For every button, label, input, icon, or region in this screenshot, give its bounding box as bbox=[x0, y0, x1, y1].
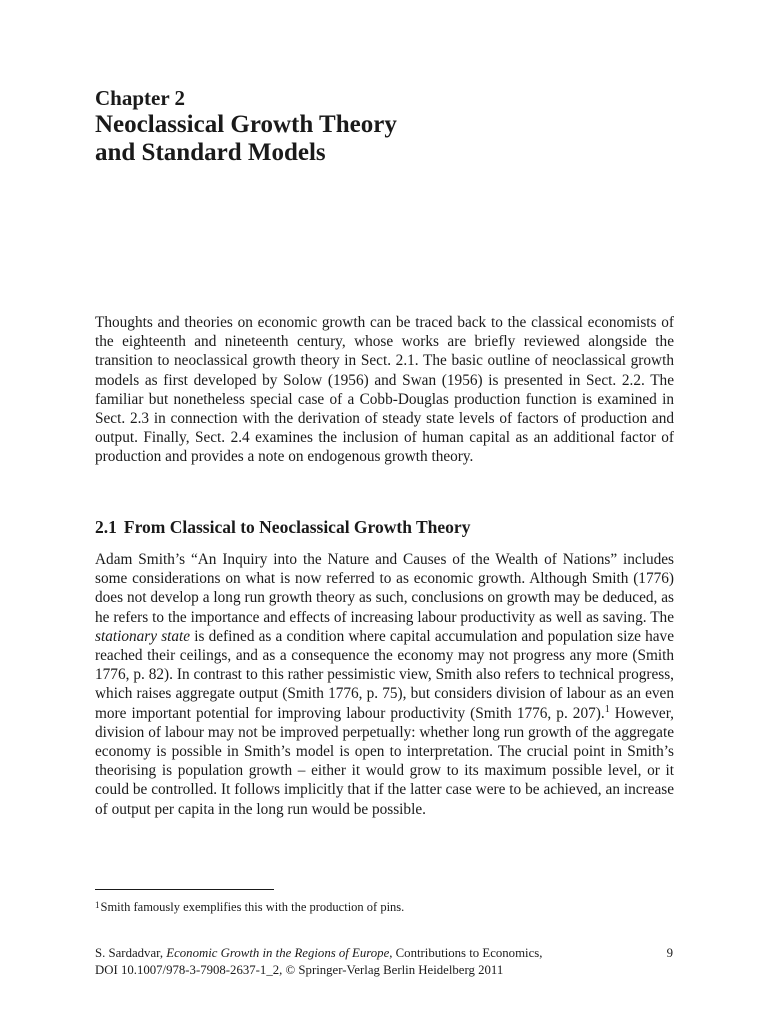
citation-line bbox=[95, 945, 674, 962]
body-text-part-2: is defined as a condition where capital accumulation and population size have reached their ceilings, and as a consequence the economy may not progress any more (Smith 1776, p. 82). In contrast to this rather pessimistic view, Smith also refers to technical progress, which raises aggregate output (Smith 1776, p. 75), but considers division of labour as an even more important potential for improving labour productivity (Smith 1776, p. 207). bbox=[95, 627, 674, 722]
body-text-part-1: Adam Smith’s “An Inquiry into the Nature and Causes of the Wealth of Nations” includes some considerations on what is now referred to as economic growth. Although Smith (1776) does not develop a long run growth theory as such, conclusions on growth may be deduced, as he refers to the importance and effects of increasing labour productivity as well as saving. The bbox=[95, 551, 674, 626]
page-footer bbox=[95, 945, 674, 979]
chapter-abstract: Thoughts and theories on economic growth can be traced back to the classical economists of the eighteenth and nineteenth century, whose works are briefly reviewed alongside the transition to neoclassical growth theory in Sect. 2.1. The basic outline of neoclassical growth models as first developed by Solow (1956) and Swan (1956) is presented in Sect. 2.2. The familiar but nonetheless special case of a Cobb-Douglas production function is examined in Sect. 2.3 in connection with the derivation of steady state levels of factors of production and output. Finally, Sect. 2.4 examines the inclusion of human capital as an additional factor of production and provides a note on endogenous growth theory. bbox=[95, 314, 674, 466]
footnote-reference[interactable]: 1 bbox=[604, 703, 610, 715]
chapter-label: Chapter 2 bbox=[95, 86, 186, 110]
page-number: 9 bbox=[666, 946, 673, 960]
section-number: 2.1 bbox=[95, 517, 117, 537]
section-body-paragraph bbox=[95, 550, 674, 819]
footnote bbox=[95, 899, 674, 915]
footnote-text: Smith famously exemplifies this with the production of pins. bbox=[100, 900, 405, 914]
body-text-part-3: However, division of labour may not be improved perpetually: whether long run growth of the aggregate economy is possible in Smith’s model is open to interpretation. The crucial point in Smith’s theorising is population growth – either it would grow to its maximum possible level, or it could be controlled. It follows implicitly that if the latter case were to be achieved, an increase of output per capita in the long run would be possible. bbox=[95, 704, 675, 818]
italic-term: stationary state bbox=[95, 627, 191, 645]
chapter-title bbox=[95, 111, 397, 167]
footnote-divider bbox=[95, 889, 274, 890]
chapter-title-line-2: and Standard Models bbox=[95, 139, 326, 166]
section-heading bbox=[95, 516, 674, 538]
footer-book-title: Economic Growth in the Regions of Europe bbox=[166, 946, 390, 960]
doi-line: DOI 10.1007/978-3-7908-2637-1_2, © Springer-Verlag Berlin Heidelberg 2011 bbox=[95, 963, 504, 977]
chapter-title-line-1: Neoclassical Growth Theory bbox=[95, 111, 397, 138]
section-title: From Classical to Neoclassical Growth Theory bbox=[123, 517, 471, 537]
footer-author: S. Sardadvar, bbox=[95, 946, 167, 960]
footer-series: , Contributions to Economics, bbox=[389, 946, 543, 960]
footnote-marker: 1 bbox=[95, 900, 100, 910]
